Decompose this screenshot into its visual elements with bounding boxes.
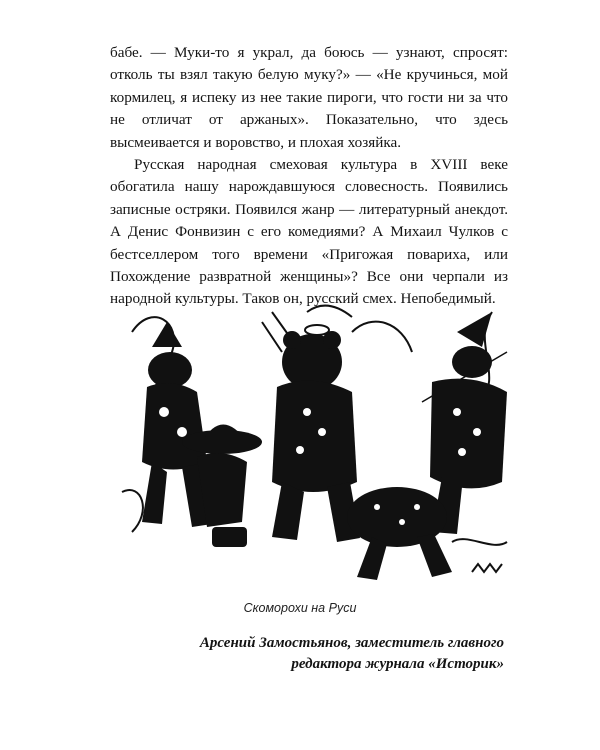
article-text <box>110 42 508 311</box>
figure-caption: Скоморохи на Руси <box>243 601 357 615</box>
byline-line-1: Арсений Замостьянов, заместитель главного <box>199 635 504 651</box>
author-byline <box>144 633 504 675</box>
byline-line-2: редактора журнала «Историк» <box>291 656 504 672</box>
paragraph-2: Русская народная смеховая культура в XVIII веке обогатила нашу нарождавшуюся словесность. Появились записные остряки. Появился жанр — литературный анекдот. А Денис Фонвизин с его комедиями? А Михаил Чулков с бестселлером того времени «Пригожая повариха, или Похождение развратной женщины»? Все они черпали из народной культуры. Таков он, русский смех. Непобедимый. <box>110 156 508 308</box>
paragraph-1: бабе. — Муки-то я украл, да боюсь — узнают, спросят: отколь ты взял такую белую муку?» — «Не кручинься, мой кормилец, я испеку из нее такие пироги, что гости ни за что не отличат от аржаных». Показательно, что здесь высмеивается и воровство, и плохая хозяйка. <box>110 44 508 151</box>
illustration-drawing <box>112 292 514 592</box>
skomorokhi-illustration <box>112 292 514 592</box>
